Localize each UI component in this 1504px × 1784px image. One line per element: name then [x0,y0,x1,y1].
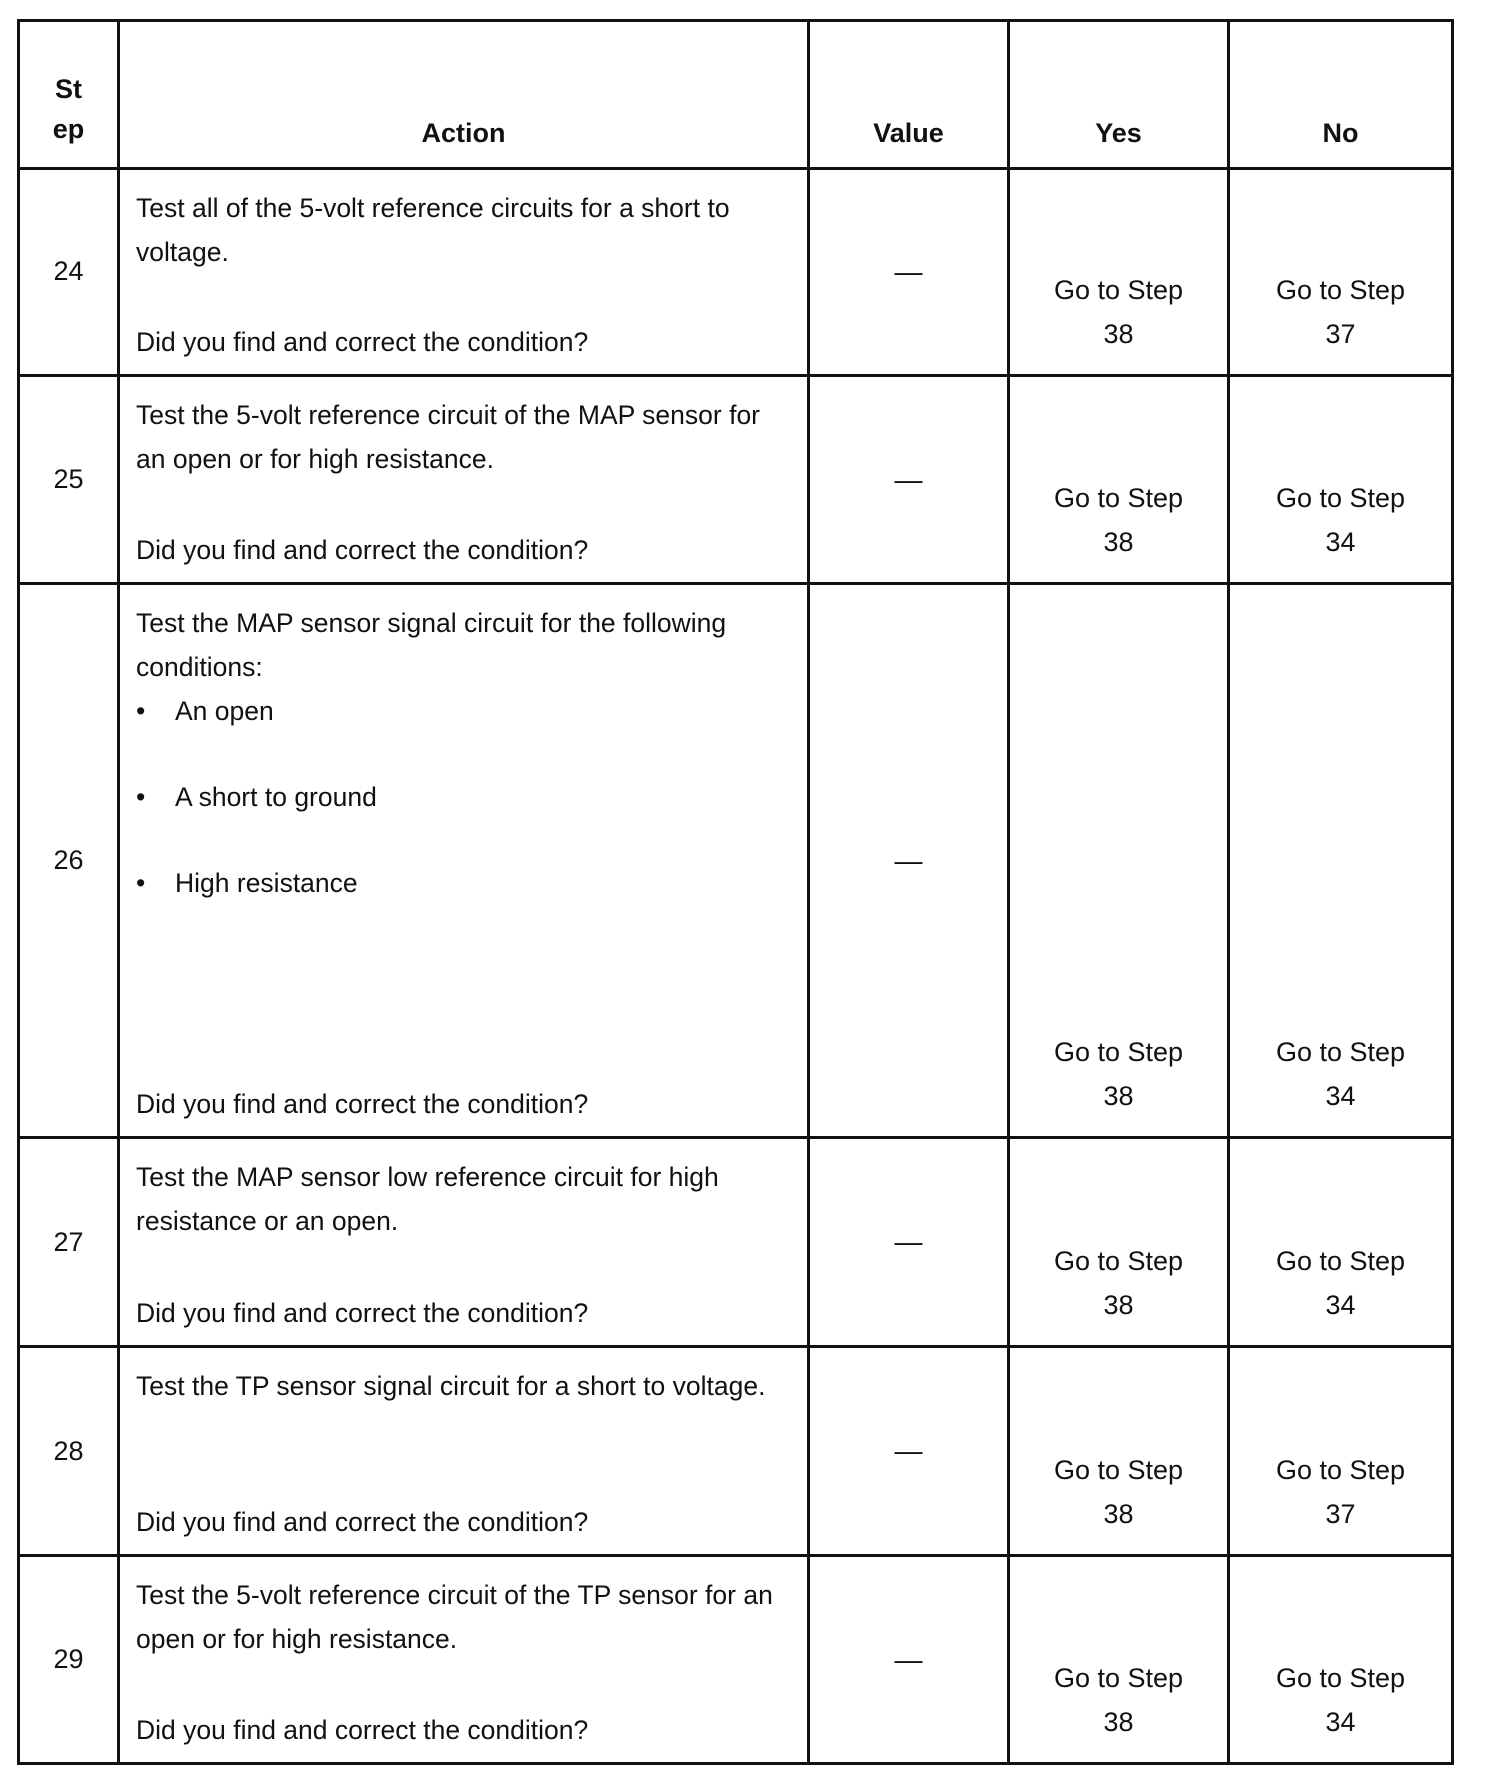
yes-cell [1009,1138,1229,1347]
step-number: 24 [19,168,119,376]
no-column-header: No [1229,21,1453,169]
table-row [19,584,1453,1138]
table-row [19,168,1453,376]
yes-goto-step: 38 [1103,1081,1134,1112]
action-cell [119,376,809,584]
no-goto-label: Go to Step [1275,1663,1406,1693]
value-cell: — [809,168,1009,376]
no-cell [1229,1556,1453,1764]
question-text: Did you find and correct the condition? [136,1089,589,1120]
value-cell: — [809,1347,1009,1556]
yes-goto-step: 38 [1103,319,1134,350]
step-number: 28 [19,1347,119,1556]
yes-goto-label: Go to Step [1053,1663,1184,1693]
no-goto-step: 34 [1325,1081,1356,1112]
table-row [19,1347,1453,1556]
value-cell: — [809,584,1009,1138]
action-text: Test the MAP sensor low reference circuit for high resistance or an open. [136,1162,719,1237]
no-goto-step: 34 [1325,1290,1356,1321]
action-cell [119,1556,809,1764]
step-number: 25 [19,376,119,584]
yes-cell [1009,376,1229,584]
question-text: Did you find and correct the condition? [136,327,589,358]
yes-goto-label: Go to Step [1053,1246,1184,1277]
yes-goto-label: Go to Step [1053,1455,1184,1486]
yes-goto-label: Go to Step [1053,1037,1184,1068]
yes-cell [1009,168,1229,376]
yes-cell [1009,1556,1229,1764]
no-goto-step: 34 [1325,1707,1356,1737]
no-goto-step: 37 [1325,1499,1356,1530]
yes-goto-label: Go to Step [1053,275,1184,306]
step-header-line-1: St [55,73,82,104]
diagnostic-steps-table [17,19,1454,1765]
action-text: Test the MAP sensor signal circuit for the following conditions: [136,608,727,683]
list-item [136,861,787,905]
no-goto-label: Go to Step [1275,1455,1406,1486]
bullet-icon: • [136,696,146,727]
yes-goto-step: 38 [1103,1707,1134,1737]
question-text: Did you find and correct the condition? [136,1298,589,1329]
list-item-text: High resistance [175,868,358,899]
action-cell [119,584,809,1138]
action-cell [119,168,809,376]
yes-cell [1009,584,1229,1138]
no-goto-label: Go to Step [1275,275,1406,306]
list-item [136,689,787,733]
value-cell: — [809,376,1009,584]
action-text: Test the TP sensor signal circuit for a short to voltage. [136,1371,766,1402]
step-number: 26 [19,584,119,1138]
question-text: Did you find and correct the condition? [136,1507,589,1538]
step-column-header [19,21,119,169]
action-cell [119,1138,809,1347]
question-text: Did you find and correct the condition? [136,535,589,566]
list-item [136,775,787,819]
no-goto-label: Go to Step [1275,1246,1406,1277]
no-goto-step: 34 [1325,527,1356,558]
question-text: Did you find and correct the condition? [136,1715,589,1745]
no-cell [1229,1138,1453,1347]
value-cell: — [809,1138,1009,1347]
no-goto-step: 37 [1325,319,1356,350]
yes-column-header: Yes [1009,21,1229,169]
yes-goto-label: Go to Step [1053,483,1184,514]
yes-goto-step: 38 [1103,1499,1134,1530]
action-text: Test all of the 5-volt reference circuits for a short to voltage. [136,192,730,267]
action-cell [119,1347,809,1556]
value-column-header: Value [809,21,1009,169]
no-goto-label: Go to Step [1275,483,1406,514]
yes-goto-step: 38 [1103,1290,1134,1321]
table-row [19,1556,1453,1764]
bullet-icon: • [136,782,146,813]
table-row [19,1138,1453,1347]
bullet-icon: • [136,868,146,899]
no-cell [1229,376,1453,584]
table-row [19,376,1453,584]
action-text: Test the 5-volt reference circuit of the MAP sensor for an open or for high resistance. [136,400,761,475]
condition-list [136,689,787,905]
step-header-line-2: ep [52,113,85,144]
action-text: Test the 5-volt reference circuit of the TP sensor for an open or for high resistance. [136,1580,773,1655]
yes-cell [1009,1347,1229,1556]
no-cell [1229,1347,1453,1556]
action-column-header: Action [119,21,809,169]
list-item-text: An open [175,696,274,727]
step-number: 29 [19,1556,119,1764]
yes-goto-step: 38 [1103,527,1134,558]
value-cell: — [809,1556,1009,1764]
no-cell [1229,584,1453,1138]
no-cell [1229,168,1453,376]
step-number: 27 [19,1138,119,1347]
no-goto-label: Go to Step [1275,1037,1406,1068]
header-row [19,21,1453,169]
list-item-text: A short to ground [175,782,377,813]
